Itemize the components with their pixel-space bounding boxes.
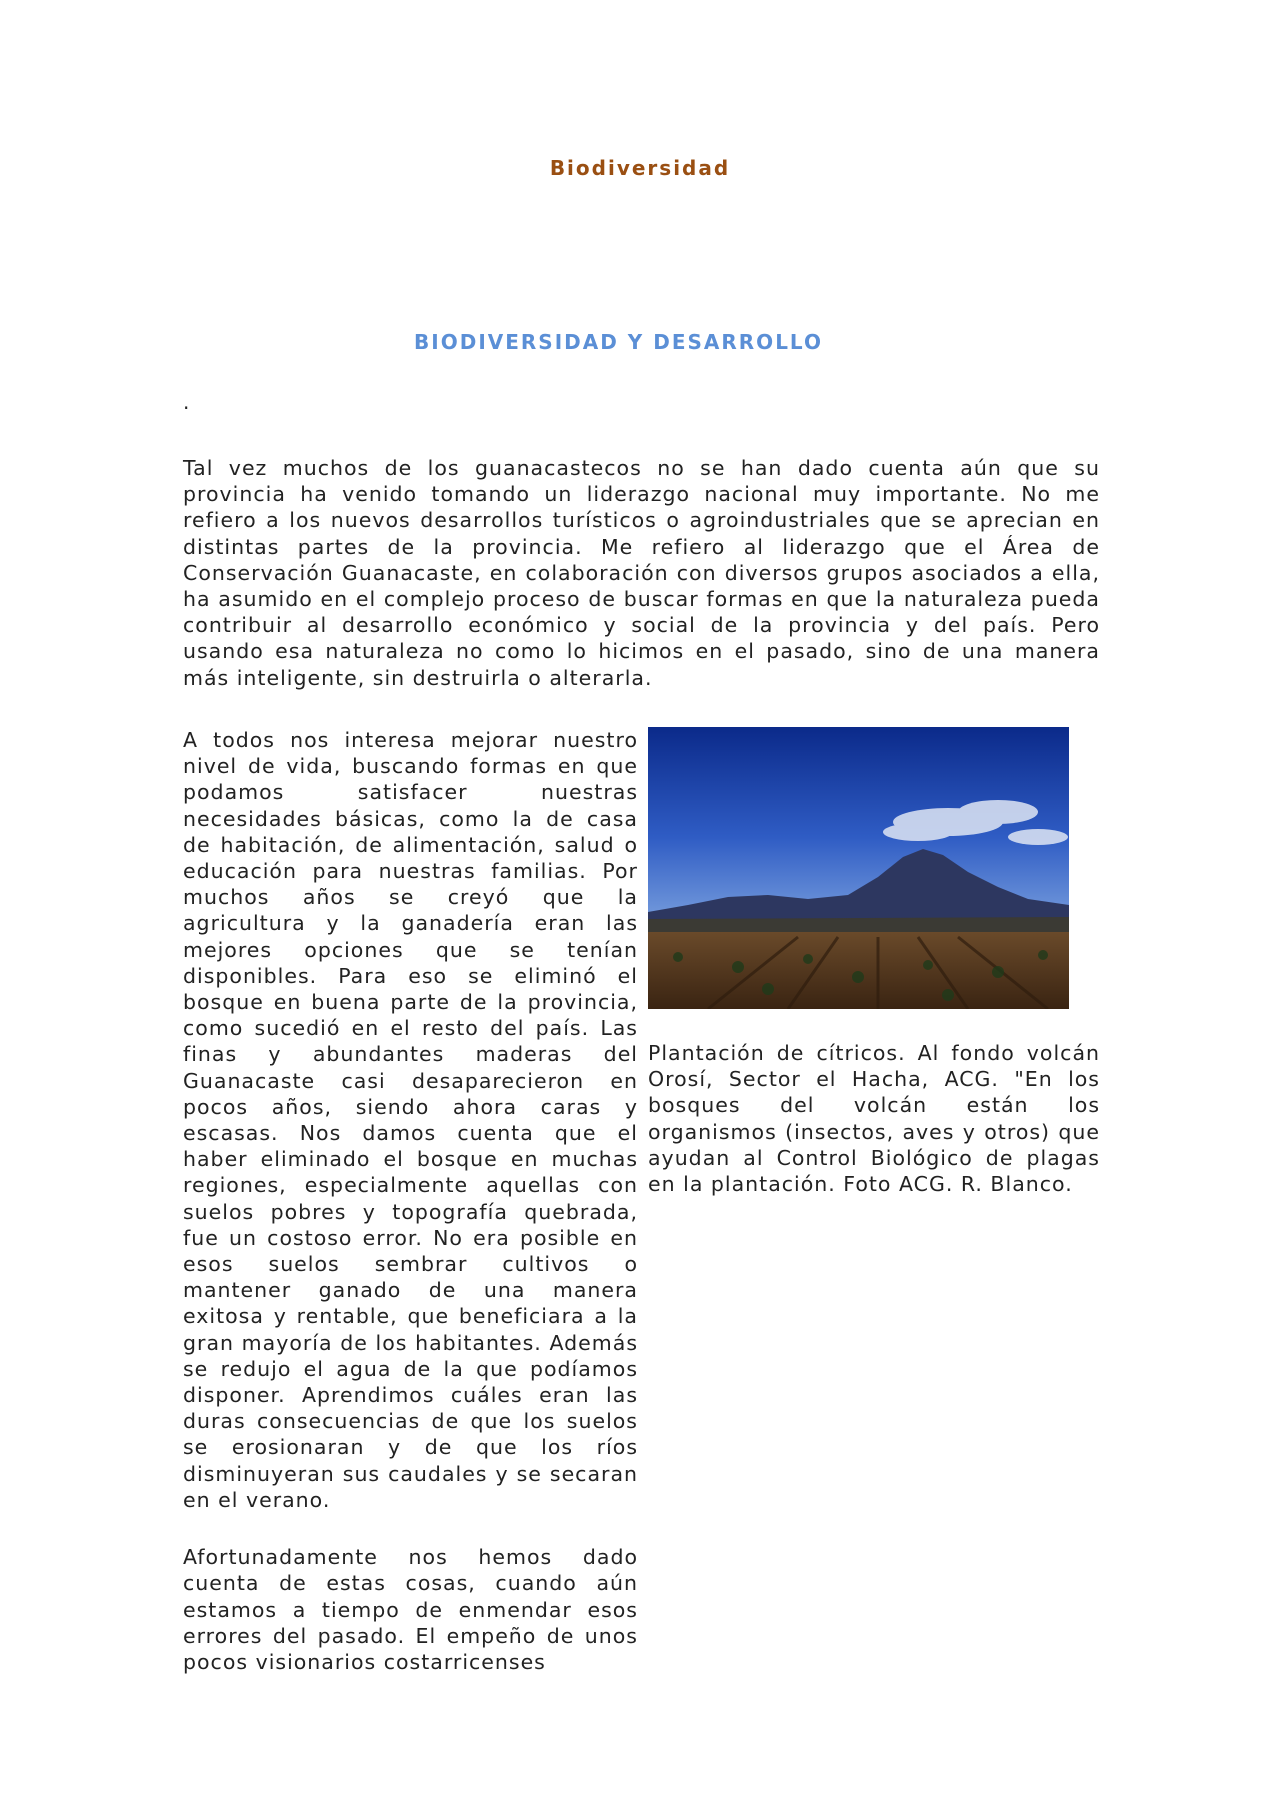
intro-paragraph [183,455,1100,691]
left-column [183,727,638,1706]
intro-text: Tal vez muchos de los guanacastecos no se han dado cuenta aún que su provincia ha venido tomando un liderazgo nacional muy importante. No me refiero a los nuevos desarrollos turísticos o agroindustriales que se aprecian en distintas partes de la provincia. Me refiero al liderazgo que el Área de Conservación Guanacaste, en colaboración con diversos grupos asociados a ella, ha asumido en el complejo proceso de buscar formas en que la naturaleza pueda contribuir al desarrollo económico y social de la provincia y del país. Pero usando esa naturaleza no como lo hicimos en el pasado, sino de una manera más inteligente, sin destruirla o alterarla. [183,456,1100,690]
photo-caption [648,1040,1100,1197]
body-paragraph-1: A todos nos interesa mejorar nuestro nivel de vida, buscando formas en que podamos satisfacer nuestras necesidades básicas, como la de casa de habitación, de alimentación, salud o educación para nuestras familias. Por muchos años se creyó que la agricultura y la ganadería eran las mejores opciones que se tenían disponibles. Para eso se eliminó el bosque en buena parte de la provincia, como sucedió en el resto del país. Las finas y abundantes maderas del Guanacaste casi desaparecieron en pocos años, siendo ahora caras y escasas. Nos damos cuenta que el haber eliminado el bosque en muchas regiones, especialmente aquellas con suelos pobres y topografía quebrada, fue un costoso error. No era posible en esos suelos sembrar cultivos o mantener ganado de una manera exitosa y rentable, que beneficiara a la gran mayoría de los habitantes. Además se redujo el agua de la que podíamos disponer. Aprendimos cuáles eran las duras consecuencias de que los suelos se erosionaran y de que los ríos disminuyeran sus caudales y se secaran en el verano. [183,728,638,1512]
caption-text: Plantación de cítricos. Al fondo volcán Orosí, Sector el Hacha, ACG. "En los bosques del volcán están los organismos (insectos, aves y otros) que ayudan al Control Biológico de plagas en la plantación. Foto ACG. R. Blanco. [648,1041,1100,1197]
body-paragraph-2: Afortunadamente nos hemos dado cuenta de estas cosas, cuando aún estamos a tiempo de enmendar esos errores del pasado. El empeño de unos pocos visionarios costarricenses [183,1545,638,1674]
volcano-landscape-photo [648,727,1069,1009]
page-header: Biodiversidad [549,156,731,180]
article-title: BIODIVERSIDAD Y DESARROLLO [414,330,823,354]
stray-period: . [183,390,190,414]
